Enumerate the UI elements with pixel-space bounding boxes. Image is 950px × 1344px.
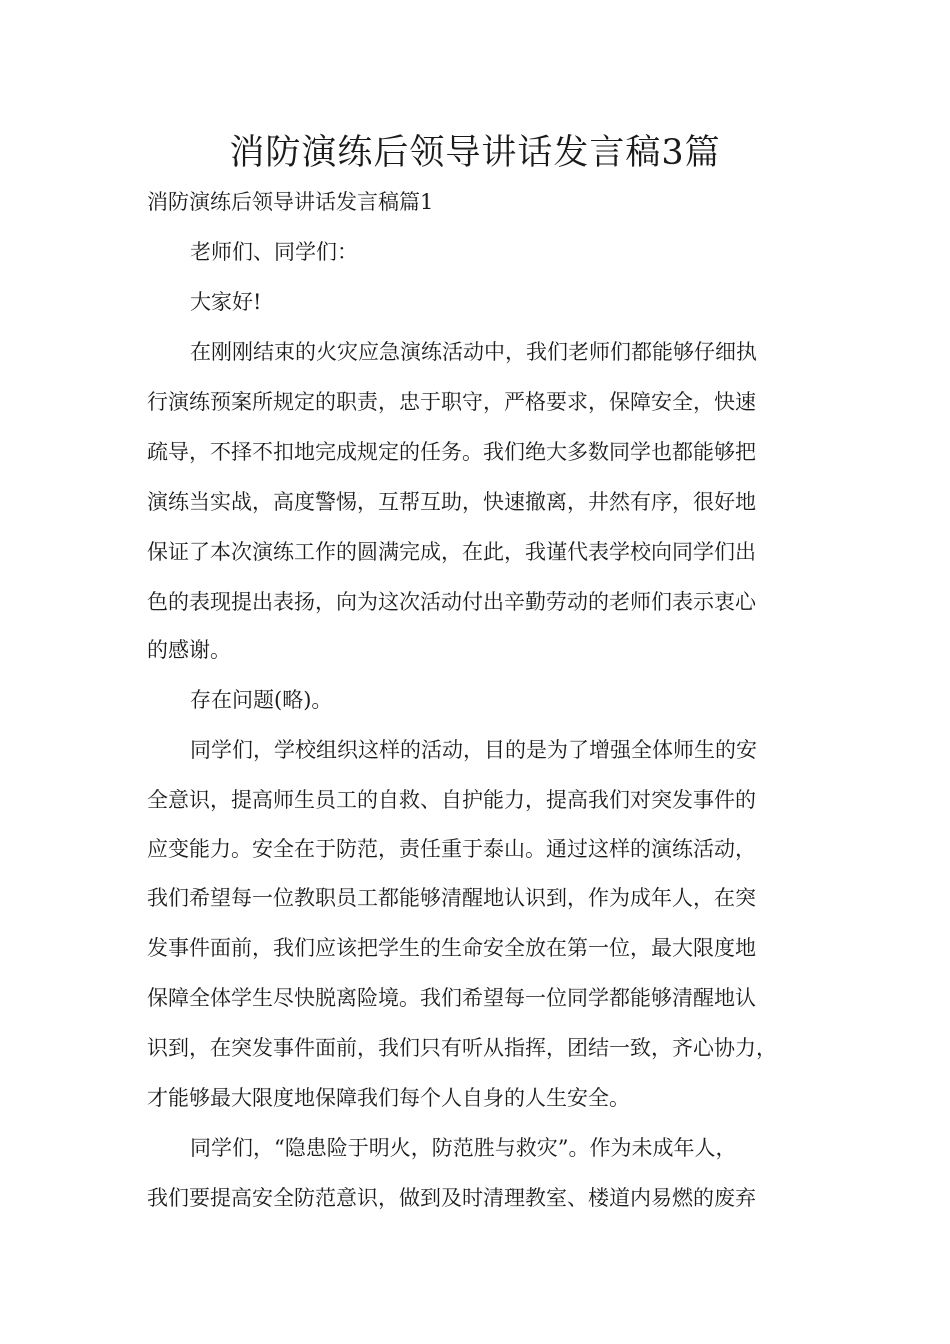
paragraph-line: 在刚刚结束的火灾应急演练活动中，我们老师们都能够仔细执 [190, 340, 757, 364]
paragraph-line: 演练当实战，高度警惕，互帮互助，快速撤离，井然有序，很好地 [147, 490, 756, 514]
document-title: 消防演练后领导讲话发言稿3篇 [229, 133, 721, 173]
paragraph-line: 发事件面前，我们应该把学生的生命安全放在第一位，最大限度地 [147, 936, 756, 960]
salutation-line: 老师们、同学们： [190, 240, 358, 264]
greeting-line: 大家好! [190, 290, 262, 314]
paragraph-line: 疏导，不择不扣地完成规定的任务。我们绝大多数同学也都能够把 [147, 440, 756, 464]
section-heading: 消防演练后领导讲话发言稿篇1 [147, 190, 434, 214]
paragraph-line: 的感谢。 [147, 638, 231, 662]
paragraph-line: 应变能力。安全在于防范，责任重于泰山。通过这样的演练活动， [147, 837, 756, 861]
paragraph-line: 存在问题(略)。 [190, 688, 333, 712]
paragraph-line: 全意识，提高师生员工的自救、自护能力，提高我们对突发事件的 [147, 788, 756, 812]
paragraph-line: 我们希望每一位教职员工都能够清醒地认识到，作为成年人，在突 [147, 886, 756, 910]
paragraph-line: 色的表现提出表扬，向为这次活动付出辛勤劳动的老师们表示衷心 [147, 590, 756, 614]
paragraph-line: 识到，在突发事件面前，我们只有听从指挥，团结一致，齐心协力， [147, 1036, 777, 1060]
paragraph-line: 保证了本次演练工作的圆满完成，在此，我谨代表学校向同学们出 [147, 540, 756, 564]
paragraph-line: 我们要提高安全防范意识，做到及时清理教室、楼道内易燃的废弃 [147, 1186, 756, 1210]
paragraph-line: 保障全体学生尽快脱离险境。我们希望每一位同学都能够清醒地认 [147, 986, 756, 1010]
paragraph-line: 同学们，“隐患险于明火，防范胜与救灾”。作为未成年人， [190, 1136, 737, 1160]
paragraph-line: 行演练预案所规定的职责，忠于职守，严格要求，保障安全，快速 [147, 390, 756, 414]
paragraph-line: 才能够最大限度地保障我们每个人自身的人生安全。 [147, 1086, 630, 1110]
paragraph-line: 同学们，学校组织这样的活动，目的是为了增强全体师生的安 [190, 738, 757, 762]
